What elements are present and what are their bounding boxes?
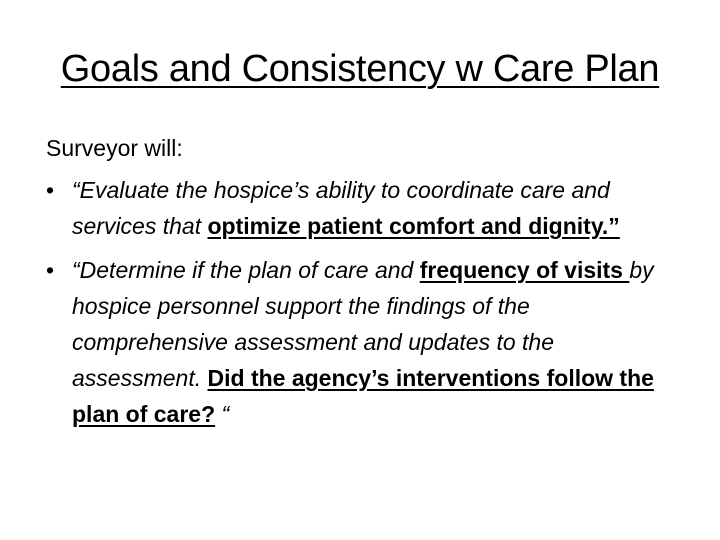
lead-text: Surveyor will: [46, 135, 183, 161]
bullet-item-determine [46, 252, 686, 432]
slide-body [46, 130, 686, 440]
slide-title [0, 44, 720, 94]
bullet-2-text-part1: “Determine if the plan of care and [72, 257, 420, 283]
bullet-list [46, 172, 686, 432]
bullet-1-emphasis: optimize patient comfort and dignity.” [207, 213, 620, 239]
bullet-2-text-part2: by hospice personnel support the findings of the comprehensive assessment and updates to the assessment. [72, 257, 654, 391]
bullet-item-evaluate [46, 172, 686, 244]
bullet-2-emphasis-question: Did the agency’s interventions follow the plan of care? [72, 365, 654, 427]
bullet-icon: • [46, 257, 55, 283]
bullet-1-text: “Evaluate the hospice’s ability to coordinate care and services that [72, 177, 610, 239]
bullet-2-emphasis-frequency: frequency of visits [419, 257, 623, 283]
bullet-2-closing-quote: “ [215, 401, 230, 427]
slide-title-text: Goals and Consistency w Care Plan [60, 48, 660, 90]
bullet-icon: • [46, 177, 55, 203]
